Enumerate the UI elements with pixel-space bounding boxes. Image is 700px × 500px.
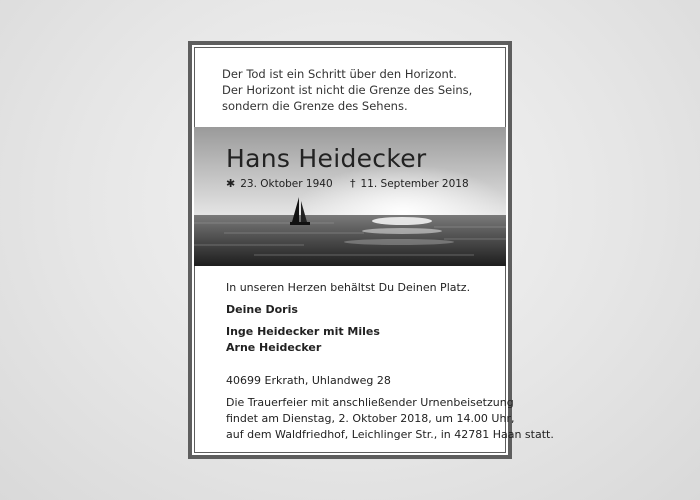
death-cross-icon: † (350, 177, 356, 190)
quote-line-3: sondern die Grenze des Sehens. (222, 99, 408, 113)
death-date: 11. September 2018 (360, 178, 469, 190)
quote-line-1: Der Tod ist ein Schritt über den Horizont. (222, 67, 457, 81)
service-line-1: Die Trauerfeier mit anschließender Urnenbeisetzung (226, 396, 514, 409)
address-line: 40699 Erkrath, Uhlandweg 28 (226, 374, 391, 387)
birth-date: 23. Oktober 1940 (240, 178, 333, 190)
mourner-family-2: Arne Heidecker (226, 341, 322, 354)
service-line-3: auf dem Waldfriedhof, Leichlinger Str., in 42781 Haan statt. (226, 428, 554, 441)
deceased-name: Hans Heidecker (226, 144, 427, 173)
service-line-2: findet am Dienstag, 2. Oktober 2018, um 14.00 Uhr, (226, 412, 515, 425)
quote-line-2: Der Horizont ist nicht die Grenze des Seins, (222, 83, 473, 97)
birth-star-icon: ✱ (226, 177, 236, 190)
mourner-family-1: Inge Heidecker mit Miles (226, 325, 380, 338)
death-group (350, 178, 469, 190)
quote-block (222, 66, 472, 114)
life-dates (226, 177, 469, 190)
message-line: In unseren Herzen behältst Du Deinen Platz. (226, 281, 471, 294)
mourner-partner: Deine Doris (226, 303, 298, 316)
